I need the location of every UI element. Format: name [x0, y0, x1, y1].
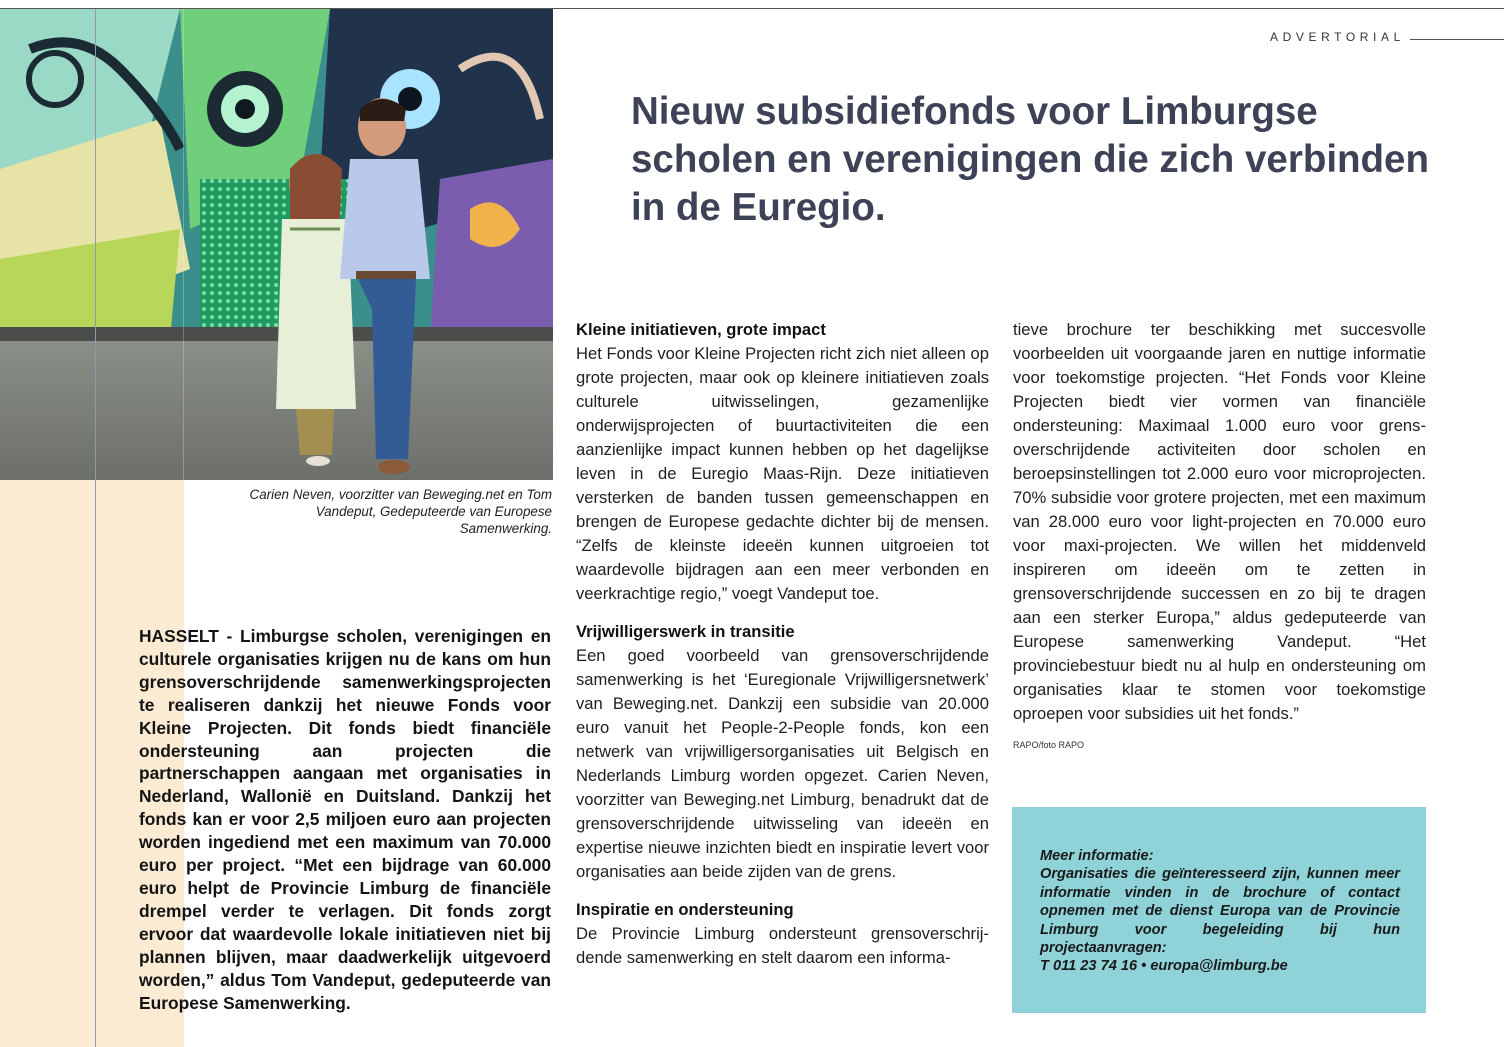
info-box	[1012, 807, 1426, 1013]
section-heading-vrijwilligerswerk: Vrijwilligerswerk in transitie	[576, 622, 795, 641]
info-box-title: Meer informatie:	[1040, 848, 1154, 864]
advertorial-tag: ADVERTORIAL	[1270, 30, 1405, 44]
column-2	[576, 318, 989, 970]
section-heading-inspiratie: Inspiratie en ondersteuning	[576, 900, 794, 919]
column-3	[1013, 318, 1426, 751]
vertical-guide-line	[95, 9, 96, 1047]
body-paragraph: Een goed voorbeeld van grensoverschrijdende samenwerking is het ‘Euregionale Vrijwilligersnetwerk’ van Beweging.net. Dankzij een subsidie van 20.000 euro vanuit het People-2-People fonds, kon een netwerk van vrijwilligersorganisaties uit Belgisch en Nederlands Limburg worden opgezet. Carien Neven, voorzitter van Beweging.net Limburg, benadrukt dat de grensoverschrijdende uitwisseling van ideeën en expertise nieuwe inzichten biedt en inspiratie levert voor organisaties aan beide zijden van de grens.	[576, 646, 989, 881]
photo-credit: RAPO/foto RAPO	[1013, 740, 1085, 750]
vertical-guide-line-2	[183, 9, 184, 480]
body-paragraph: tieve brochure ter beschikking met succesvolle voorbeelden uit voorgaande jaren en nuttige informatie voor toekomstige projecten. “Het Fonds voor Kleine Projecten biedt vier vormen van financiële ondersteuning: Maximaal 1.000 euro voor grensoverschrijdende activiteiten door scholen en beroepsinstellingen tot 2.000 euro voor microprojecten. 70% subsidie voor grotere projecten, met een maximum van 28.000 euro voor light-projecten en 70.000 euro voor maxi-projecten. We willen het middenveld inspireren om ideeën om te zetten in grensoverschrijdende successen en zo bij te dragen aan een sterker Europa,” aldus gedeputeerde van Europese samenwerking Vandeput. “Het provinciebestuur biedt nu al hulp en ondersteuning om organisaties klaar te stomen voor toekomstige oproepen voor subsidies uit het fonds.”	[1013, 320, 1426, 723]
body-paragraph: Het Fonds voor Kleine Projecten richt zich niet alleen op grote projecten, maar ook op kleinere initiatieven zoals culturele uitwisselingen, gezamenlijke onderwijsprojecten of buurtactiviteiten die een aanzienlijke impact kunnen hebben op het dagelijkse leven in de Euregio Maas-Rijn. Deze initiatieven versterken de banden tussen gemeenschappen en brengen de Europese gedachte dichter bij de mensen. “Zelfs de kleinste ideeën kunnen uitgroeien tot waardevolle bijdragen aan een meer verbonden en veerkrachtige regio,” voegt Vandeput toe.	[576, 344, 989, 603]
photo-caption: Carien Neven, voorzitter van Beweging.net en Tom Vandeput, Gedeputeerde van Europese Samenwerking.	[249, 487, 552, 536]
article-photo	[0, 9, 553, 480]
section-heading-kleine-initiatieven: Kleine initiatieven, grote impact	[576, 320, 826, 339]
info-box-body: Organisaties die geïnteresseerd zijn, kunnen meer informatie vinden in de brochure of contact opnemen met de dienst Europa van de Provincie Limburg voor begeleiding bij hun projectaanvragen:	[1040, 866, 1400, 957]
lead-paragraph: HASSELT - Limburgse scholen, verenigingen en culturele organisaties krijgen nu de kans om hun grensoverschrijdende samenwerkingsprojecten te realiseren dankzij het nieuwe Fonds voor Kleine Projecten. Dit fonds biedt financiële ondersteuning aan projecten die partnerschappen aangaan met organisaties in Nederland, Wallonië en Duitsland. Dankzij het fonds kan er voor 2,5 miljoen euro aan projecten worden ingediend met een maximum van 70.000 euro per project. “Met een bijdrage van 60.000 euro helpt de Provincie Limburg de financiële drempel verder te verlagen. Dit fonds zorgt ervoor dat waardevolle lokale initiatieven niet bij plannen blijven, maar daadwerkelijk uitgevoerd worden,” aldus Tom Vandeput, gedeputeerde van Europese Samenwerking.	[139, 626, 551, 1013]
body-paragraph: De Provincie Limburg ondersteunt grensoverschrijdende samenwerking en stelt daarom een informa-	[576, 924, 989, 967]
tag-underline	[1410, 39, 1504, 40]
headline: Nieuw subsidiefonds voor Limburgse scholen en verenigingen die zich verbinden in de Euregio.	[631, 90, 1429, 229]
info-box-contact: T 011 23 74 16 • europa@limburg.be	[1040, 958, 1288, 975]
